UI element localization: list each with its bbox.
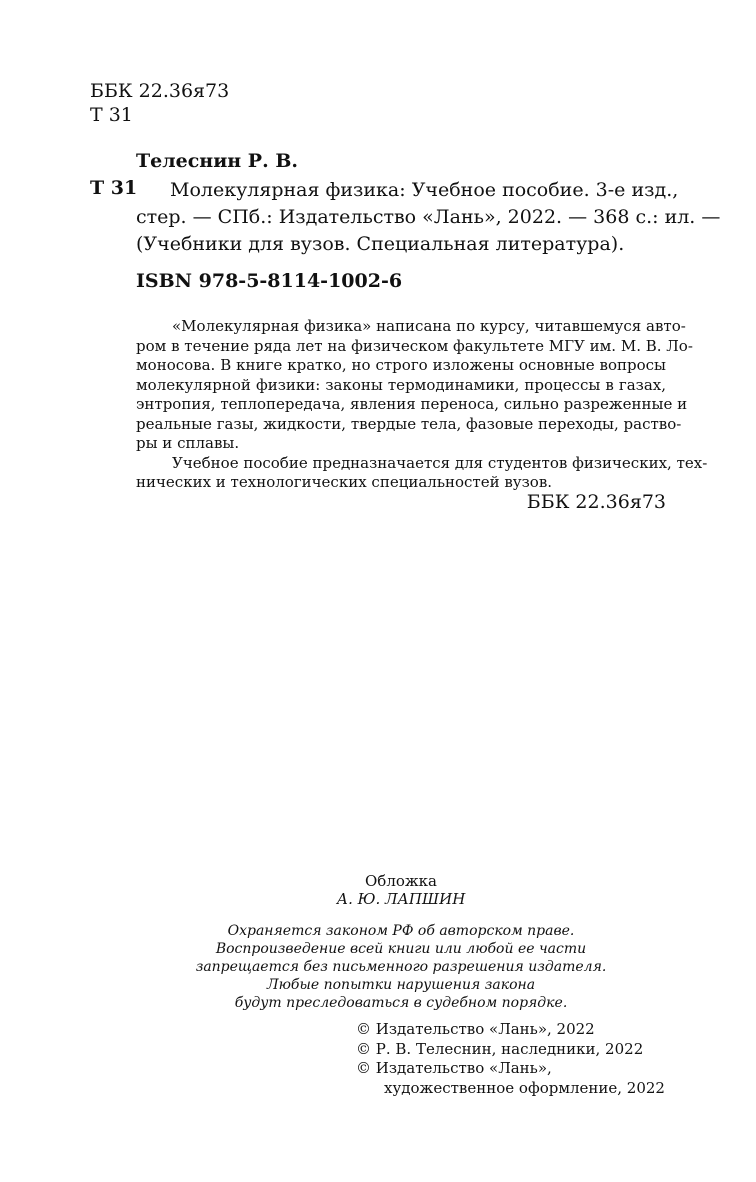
isbn: ISBN 978-5-8114-1002-6	[136, 270, 403, 292]
notice-line: Охраняется законом РФ об авторском праве.	[227, 923, 575, 939]
copyright-notice	[136, 922, 666, 1012]
annotation-line: молекулярной физики: законы термодинамики, процессы в газах,	[136, 375, 666, 394]
annotation-line: энтропия, теплопередача, явления переноса, сильно разреженные и	[136, 395, 688, 413]
author-mark-code-bold: Т 31	[90, 177, 138, 199]
copyright-line: © Издательство «Лань», 2022	[356, 1020, 595, 1038]
annotation-line: «Молекулярная физика» написана по курсу, читавшемуся авто-	[172, 317, 686, 335]
purpose-line: нических и технологических специальностей вузов.	[136, 473, 553, 491]
purpose-line: Учебное пособие предназначается для студентов физических, тех-	[172, 453, 708, 472]
cover-credit	[136, 872, 666, 908]
notice-line: запрещается без письменного разрешения издателя.	[195, 959, 607, 975]
copyright-line: © Р. В. Телеснин, наследники, 2022	[356, 1039, 644, 1058]
cover-label: Обложка	[364, 872, 437, 890]
annotation-line: ры и сплавы.	[136, 434, 240, 452]
author-heading: Телеснин Р. В.	[136, 150, 298, 172]
copyright-line-continuation: художественное оформление, 2022	[384, 1078, 665, 1097]
copyright-line: © Издательство «Лань»,	[356, 1059, 552, 1077]
notice-line: Воспроизведение всей книги или любой ее части	[215, 941, 587, 957]
annotation-line: ром в течение ряда лет на физическом факультете МГУ им. М. В. Ло-	[136, 336, 693, 355]
author-mark-code: Т 31	[90, 104, 133, 126]
notice-line: будут преследоваться в судебном порядке.	[234, 995, 568, 1011]
bbk-code-top: ББК 22.36я73	[90, 80, 230, 102]
title-line: (Учебники для вузов. Специальная литература).	[136, 233, 625, 255]
notice-line: Любые попытки нарушения закона	[266, 977, 536, 993]
title-line: стер. — СПб.: Издательство «Лань», 2022. — 368 с.: ил. —	[136, 206, 721, 228]
cover-designer: А. Ю. ЛАПШИН	[336, 890, 466, 908]
annotation	[136, 317, 708, 493]
copyright-block	[356, 1020, 665, 1098]
bibliographic-description	[136, 177, 721, 258]
bbk-code-right: ББК 22.36я73	[526, 491, 666, 513]
annotation-line: реальные газы, жидкости, твердые тела, фазовые переходы, раство-	[136, 414, 682, 433]
title-line: Молекулярная физика: Учебное пособие. 3-е изд.,	[170, 179, 679, 201]
annotation-line: моносова. В книге кратко, но строго изложены основные вопросы	[136, 356, 666, 374]
